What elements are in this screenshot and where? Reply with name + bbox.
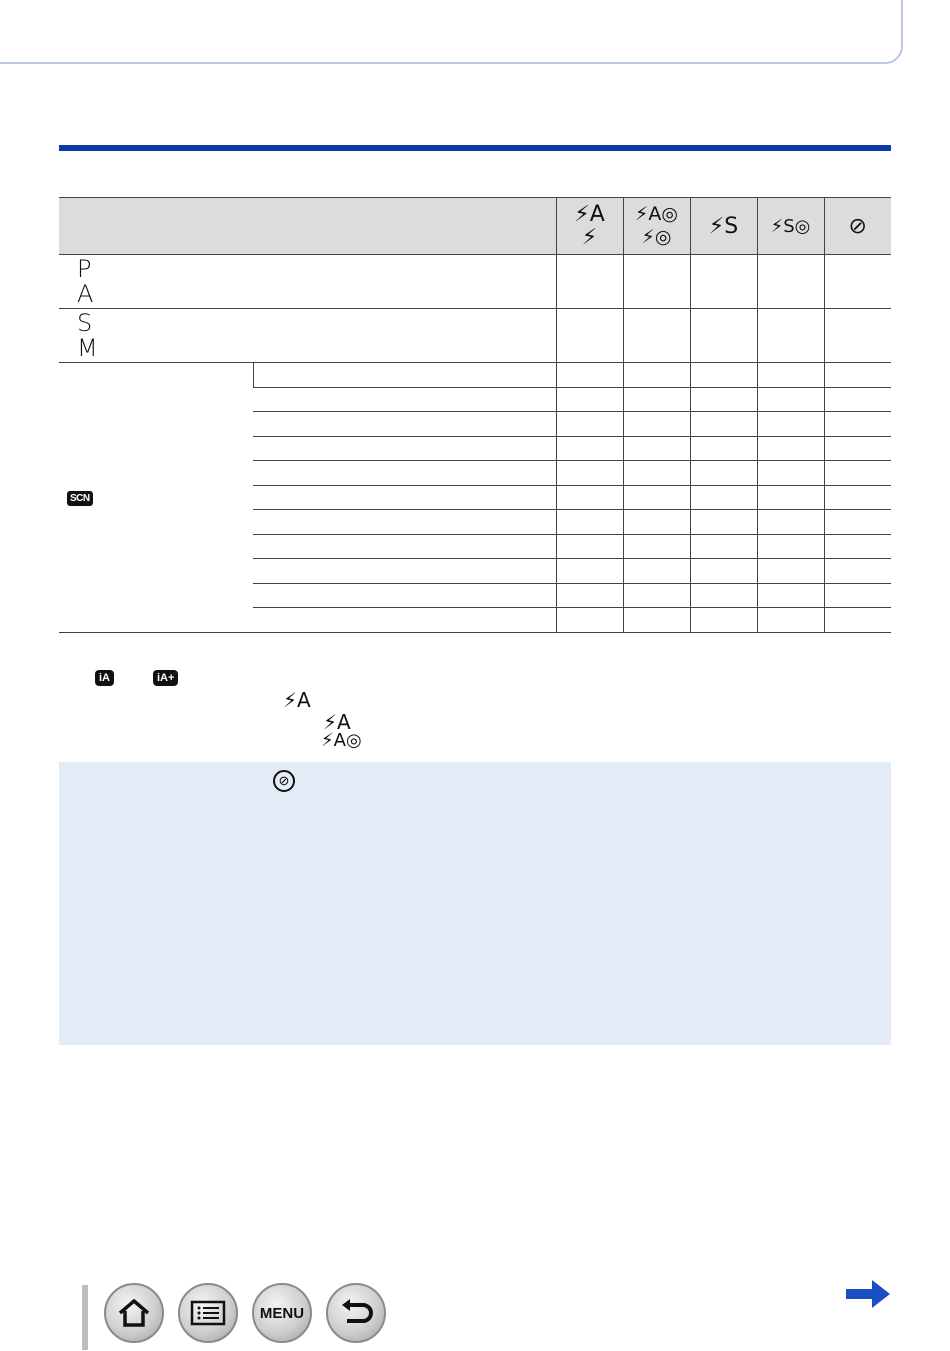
table-row-mode-pa — [59, 255, 891, 309]
table-cell — [253, 583, 556, 608]
mode-a-icon: A — [77, 279, 94, 308]
table-cell — [253, 608, 556, 633]
home-icon — [117, 1298, 151, 1328]
table-cell — [757, 363, 824, 388]
mode-cell-sm — [59, 309, 556, 363]
header-slow-sync-redeye-icon: ⚡S◎ — [757, 198, 824, 255]
table-cell — [556, 309, 623, 363]
table-cell — [556, 412, 623, 437]
table-cell — [757, 559, 824, 584]
page-top-frame — [0, 0, 903, 64]
mode-s-icon: S — [77, 308, 93, 337]
header-flash-off-icon: ⊘ — [824, 198, 891, 255]
back-icon — [339, 1299, 373, 1327]
table-cell — [690, 461, 757, 486]
table-cell — [623, 412, 690, 437]
table-cell — [556, 255, 623, 309]
table-cell — [757, 485, 824, 510]
table-cell — [690, 485, 757, 510]
table-cell — [690, 559, 757, 584]
table-cell — [623, 559, 690, 584]
header-flash-auto-redeye-icon: ⚡A◎ ⚡◎ — [623, 198, 690, 255]
table-cell — [824, 583, 891, 608]
table-cell — [690, 608, 757, 633]
table-header-row — [59, 198, 891, 255]
table-cell — [690, 387, 757, 412]
table-cell — [690, 510, 757, 535]
table-cell — [253, 436, 556, 461]
table-cell — [824, 309, 891, 363]
table-cell — [623, 255, 690, 309]
table-cell — [824, 510, 891, 535]
table-cell — [757, 387, 824, 412]
flash-auto-redeye-icon: ⚡A◎ — [321, 730, 362, 751]
table-cell — [623, 583, 690, 608]
ia-plus-mode-icon: iA+ — [153, 670, 178, 686]
table-cell — [690, 412, 757, 437]
table-cell — [824, 436, 891, 461]
table-cell — [824, 485, 891, 510]
table-row-mode-sm — [59, 309, 891, 363]
back-button[interactable] — [326, 1283, 386, 1343]
table-cell — [253, 461, 556, 486]
table-cell — [253, 412, 556, 437]
section-title-rule — [59, 145, 891, 151]
flash-auto-icon: ⚡A — [323, 710, 351, 734]
table-cell — [556, 534, 623, 559]
table-cell — [623, 461, 690, 486]
table-cell — [253, 387, 556, 412]
table-cell — [556, 436, 623, 461]
table-cell — [623, 436, 690, 461]
table-cell — [757, 412, 824, 437]
tip-box — [59, 762, 891, 1045]
next-page-arrow-icon[interactable] — [846, 1278, 892, 1310]
table-cell — [253, 559, 556, 584]
table-cell — [253, 485, 556, 510]
contents-button[interactable] — [178, 1283, 238, 1343]
table-cell — [556, 608, 623, 633]
nav-divider — [82, 1285, 88, 1350]
table-cell — [623, 534, 690, 559]
table-cell — [623, 363, 690, 388]
mode-m-icon: M — [77, 333, 98, 362]
table-cell — [556, 583, 623, 608]
table-cell — [757, 436, 824, 461]
table-cell — [757, 461, 824, 486]
table-cell — [623, 485, 690, 510]
flash-mode-table — [59, 197, 891, 633]
mode-cell-pa — [59, 255, 556, 309]
table-cell — [824, 387, 891, 412]
scene-mode-cell — [59, 363, 253, 633]
table-cell — [556, 485, 623, 510]
table-row-scene — [59, 363, 891, 388]
table-cell — [623, 309, 690, 363]
header-slow-sync-icon: ⚡S — [690, 198, 757, 255]
table-cell — [690, 309, 757, 363]
table-cell — [757, 255, 824, 309]
table-cell — [690, 255, 757, 309]
table-cell — [690, 363, 757, 388]
table-cell — [824, 559, 891, 584]
table-cell — [690, 534, 757, 559]
table-cell — [253, 534, 556, 559]
table-cell — [556, 387, 623, 412]
flash-auto-icon: ⚡A — [283, 688, 311, 712]
table-cell — [690, 436, 757, 461]
table-cell — [623, 510, 690, 535]
table-cell — [253, 363, 556, 388]
table-cell — [824, 363, 891, 388]
table-cell — [824, 534, 891, 559]
table-cell — [623, 608, 690, 633]
table-cell — [757, 608, 824, 633]
header-flash-auto-icon: ⚡A ⚡ — [556, 198, 623, 255]
header-blank-cell — [59, 198, 556, 255]
table-cell — [824, 461, 891, 486]
table-cell — [824, 255, 891, 309]
scene-mode-icon: SCN — [67, 491, 93, 506]
table-cell — [253, 510, 556, 535]
list-icon — [190, 1300, 226, 1326]
flash-off-icon: ⊘ — [273, 770, 295, 792]
table-cell — [623, 387, 690, 412]
table-cell — [757, 534, 824, 559]
table-cell — [556, 559, 623, 584]
table-cell — [757, 510, 824, 535]
home-button[interactable] — [104, 1283, 164, 1343]
table-cell — [824, 412, 891, 437]
menu-label: MENU — [259, 1304, 305, 1322]
table-cell — [556, 510, 623, 535]
mode-p-icon: P — [77, 254, 92, 283]
table-cell — [556, 461, 623, 486]
table-cell — [757, 309, 824, 363]
menu-button[interactable] — [252, 1283, 312, 1343]
table-cell — [690, 583, 757, 608]
table-cell — [556, 363, 623, 388]
ia-mode-icon: iA — [95, 670, 114, 686]
table-notes — [95, 668, 795, 758]
table-cell — [824, 608, 891, 633]
table-cell — [757, 583, 824, 608]
